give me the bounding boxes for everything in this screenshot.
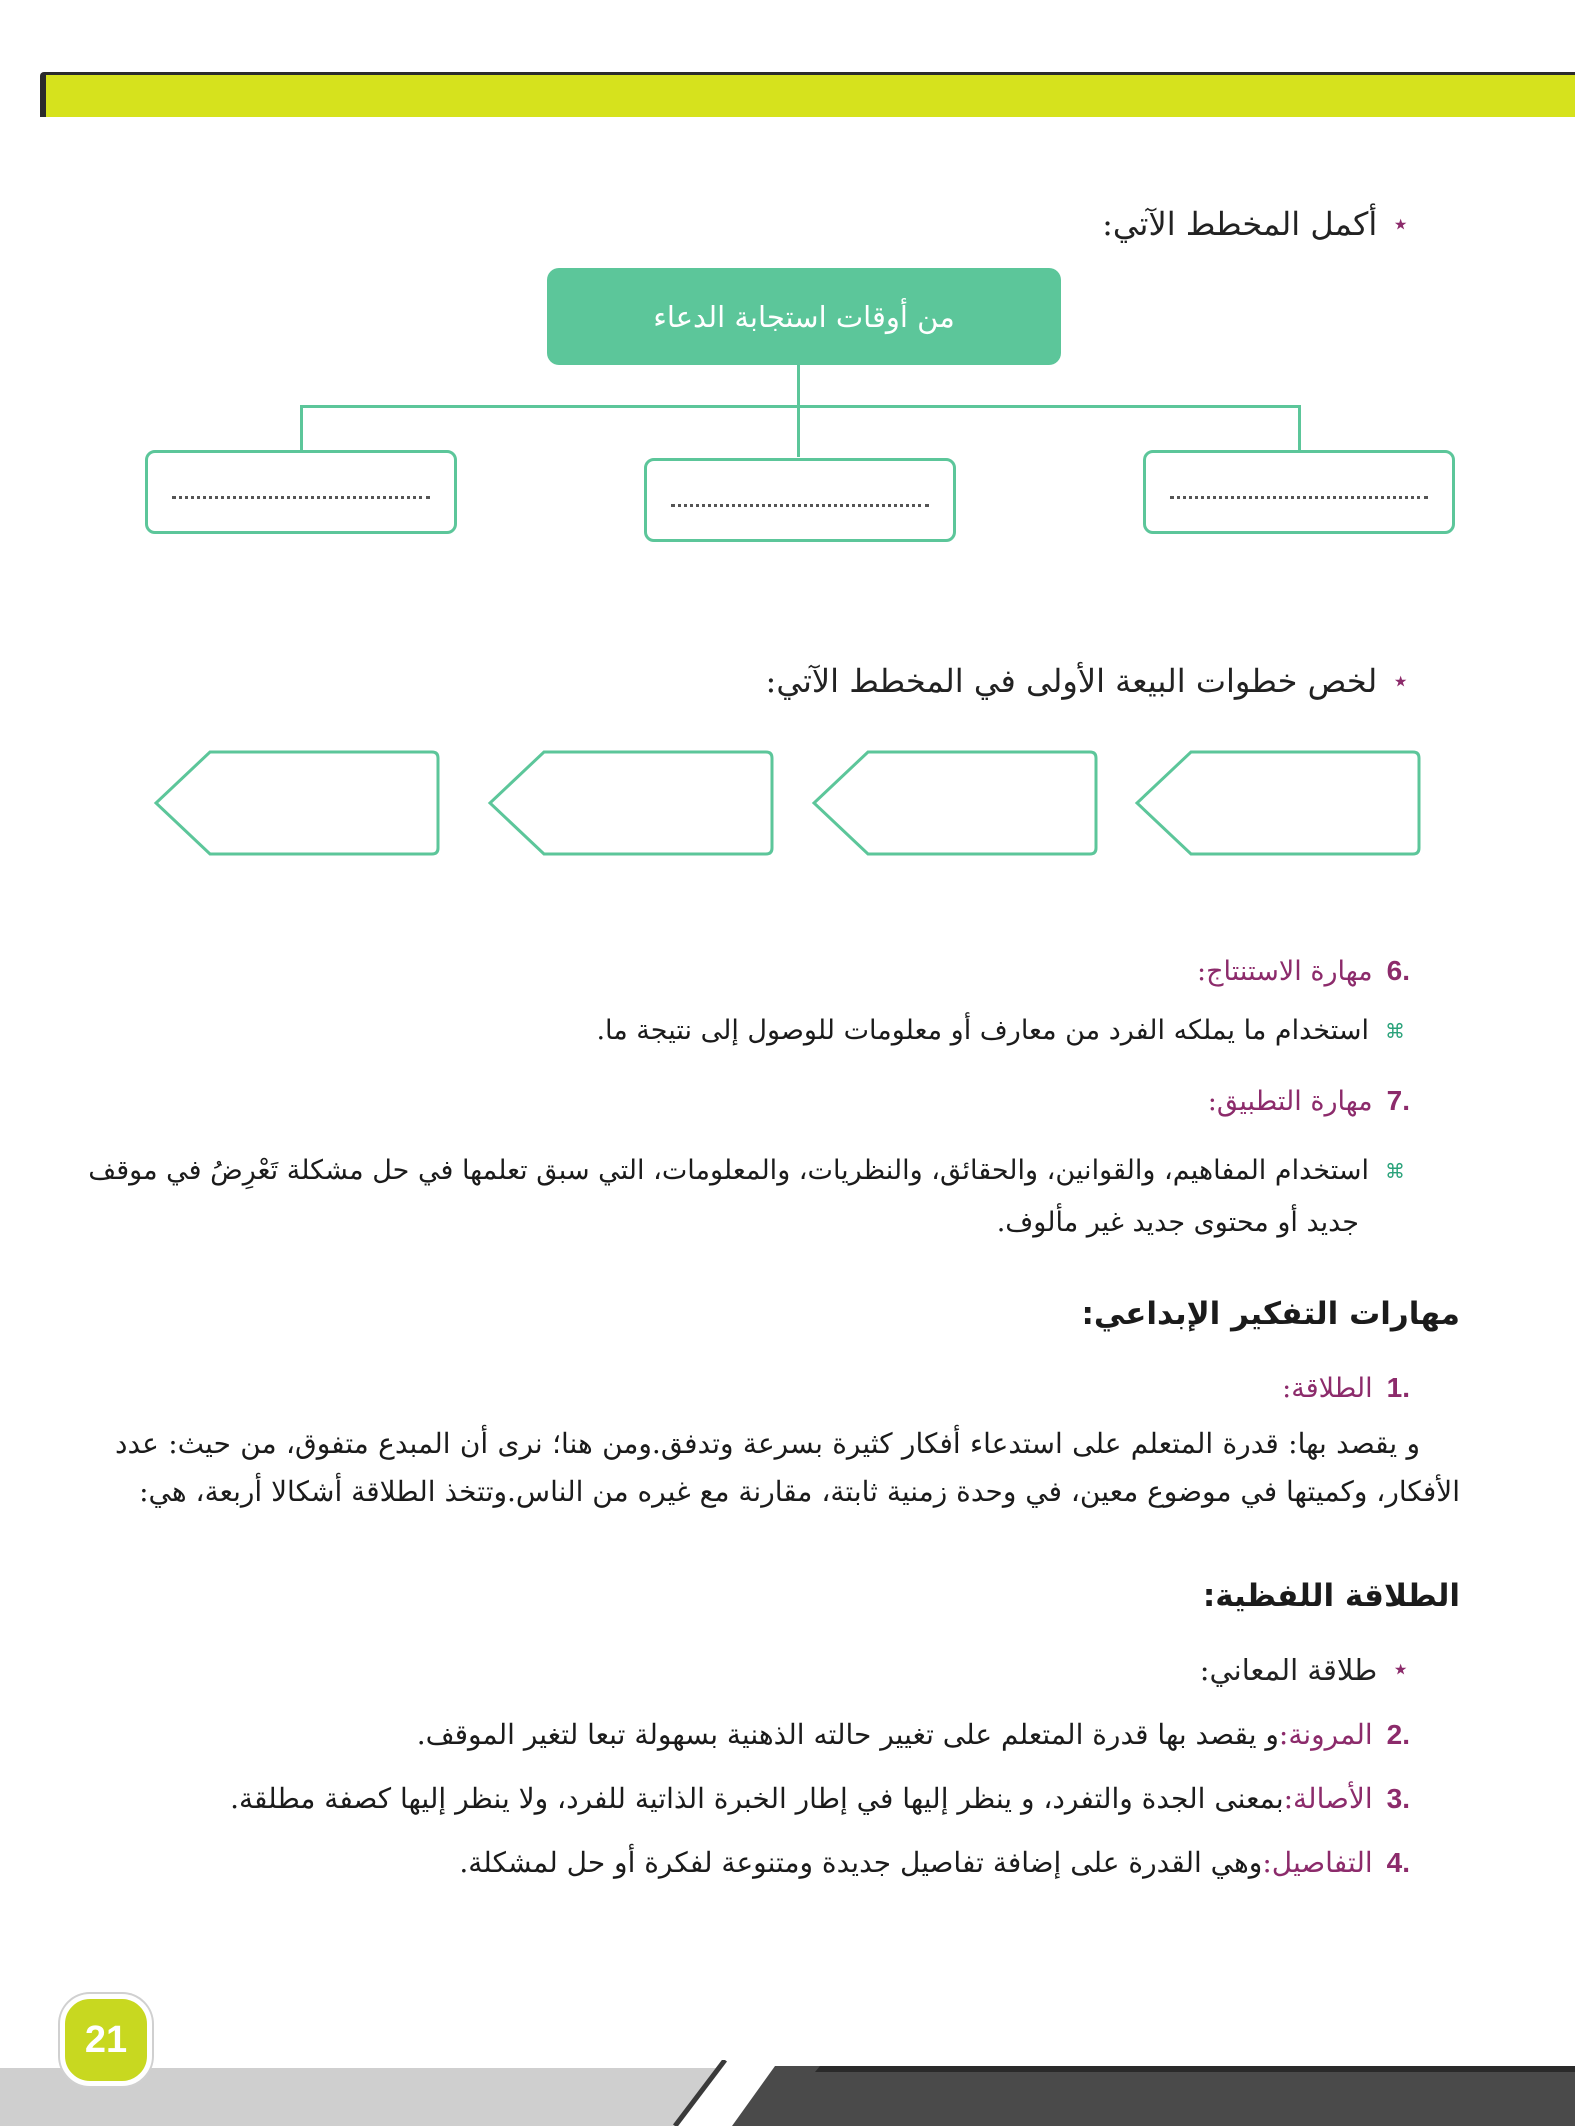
skill-number: .7: [1386, 1085, 1410, 1116]
skill-7-heading: [1208, 1085, 1410, 1117]
star-bullet-icon: ⋆: [1391, 663, 1410, 699]
list-item-originality: [230, 1782, 1410, 1815]
diagram-root-label: من أوقات استجابة الدعاء: [653, 299, 955, 334]
fluency-number: .1: [1386, 1372, 1410, 1403]
list-text: وهي القدرة على إضافة تفاصيل جديدة ومتنوعة لفكرة أو حل لمشكلة.: [459, 1846, 1263, 1879]
meanings-fluency-line: ⋆ طلاقة المعاني:: [1199, 1652, 1410, 1687]
step-box-4[interactable]: [152, 750, 440, 856]
fluency-title: الطلاقة:: [1282, 1372, 1373, 1404]
skill-number: .6: [1386, 955, 1410, 986]
connector-right: [1298, 405, 1301, 453]
step-box-3[interactable]: [486, 750, 774, 856]
top-color-bar: [40, 72, 1575, 117]
answer-dotted-line: [671, 504, 928, 507]
list-term: التفاصيل:: [1262, 1846, 1373, 1879]
skill-6-line: ⌘ استخدام ما يملكه الفرد من معارف أو معلومات للوصول إلى نتيجة ما.: [596, 1008, 1405, 1054]
answer-box-right[interactable]: [1143, 450, 1455, 534]
step-box-1[interactable]: [1133, 750, 1421, 856]
list-term: الأصالة:: [1283, 1782, 1373, 1815]
fluency-heading: [1282, 1372, 1410, 1404]
list-text: و يقصد بها قدرة المتعلم على تغيير حالته الذهنية بسهولة تبعا لتغير الموقف.: [416, 1718, 1279, 1751]
answer-dotted-line: [172, 496, 429, 499]
diamond-bullet-icon: ⌘: [1385, 1159, 1405, 1183]
list-term: المرونة:: [1278, 1718, 1373, 1751]
answer-box-left[interactable]: [145, 450, 457, 534]
diagram-instruction-2: ⋆ لخص خطوات البيعة الأولى في المخطط الآتي:: [765, 662, 1410, 700]
skill-6-heading: [1197, 955, 1410, 987]
skill-7-line-1: ⌘ استخدام المفاهيم، والقوانين، والحقائق، والنظريات، والمعلومات، التي سبق تعلمها في حل مشكلة تَعْرِضُ في موقف: [88, 1148, 1405, 1194]
connector-left: [300, 405, 303, 453]
list-number: .4: [1386, 1846, 1410, 1878]
answer-box-center[interactable]: [644, 458, 956, 542]
list-number: .2: [1386, 1718, 1410, 1750]
list-text: بمعنى الجدة والتفرد، و ينظر إليها في إطار الخبرة الذاتية للفرد، ولا ينظر إليها كصفة مطلقة.: [230, 1782, 1284, 1815]
diamond-bullet-icon: ⌘: [1385, 1019, 1405, 1043]
footer-band: [0, 2060, 1575, 2126]
skill-title: مهارة التطبيق:: [1207, 1085, 1373, 1117]
page-number-badge: 21: [60, 1994, 152, 2086]
skill-7-line-2: جديد أو محتوى جديد غير مألوف.: [996, 1207, 1359, 1238]
diagram-root-box: [547, 268, 1061, 365]
list-item-flexibility: [417, 1718, 1410, 1751]
creative-thinking-heading: مهارات التفكير الإبداعي:: [1081, 1296, 1460, 1332]
list-item-details: [459, 1846, 1410, 1879]
fluency-paragraph: و يقصد بها: قدرة المتعلم على استدعاء أفكار كثيرة بسرعة وتدفق.ومن هنا؛ نرى أن المبدع متفوق، من حيث: عدد الأفكار، وكميتها في موضوع معين، في وحدة زمنية ثابتة، مقارنة مع غيره من الناس.وتتخذ الطلاقة أشكالا أربعة، هي:: [115, 1427, 1460, 1508]
connector-vertical-center: [797, 365, 800, 457]
star-bullet-icon: ⋆: [1391, 1652, 1410, 1687]
step-box-2[interactable]: [810, 750, 1098, 856]
answer-dotted-line: [1170, 496, 1427, 499]
skill-title: مهارة الاستنتاج:: [1197, 955, 1373, 987]
diagram-instruction-1: ⋆ أكمل المخطط الآتي:: [1102, 205, 1410, 243]
star-bullet-icon: ⋆: [1391, 206, 1410, 242]
list-number: .3: [1386, 1782, 1410, 1814]
verbal-fluency-heading: الطلاقة اللفظية:: [1202, 1578, 1460, 1614]
connector-horizontal: [300, 405, 1300, 408]
